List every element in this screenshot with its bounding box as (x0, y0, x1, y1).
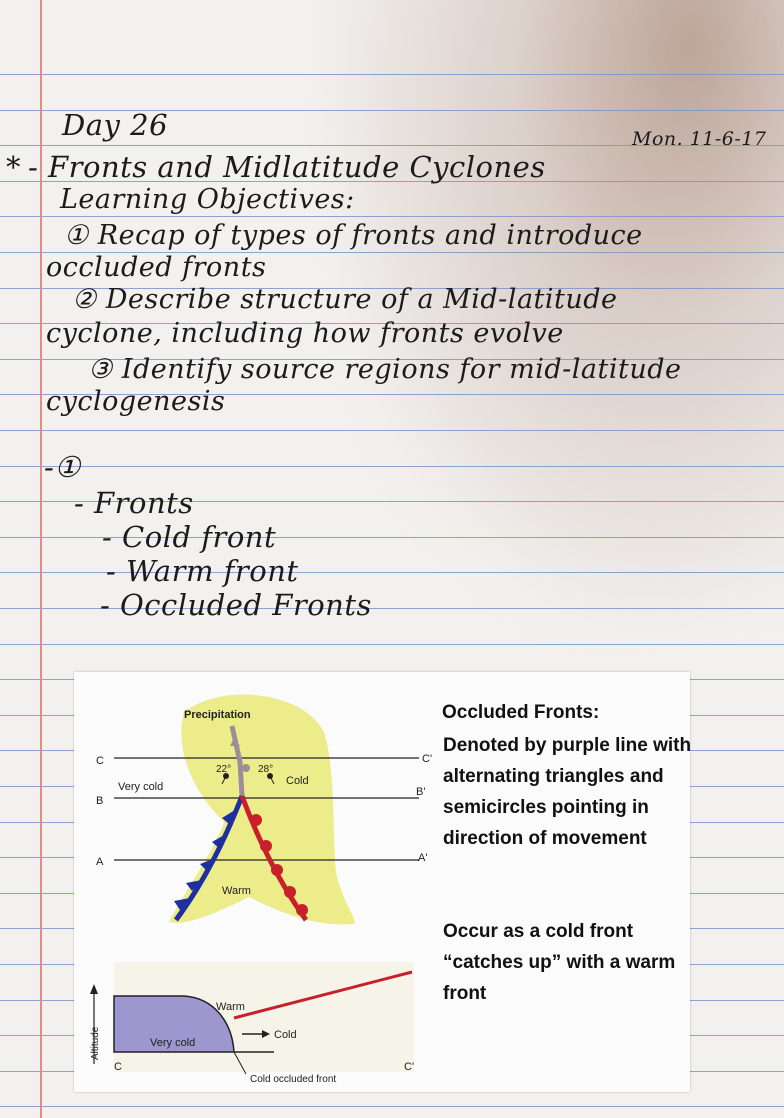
star-mark: * (6, 150, 21, 184)
temp-right-label: 28° (258, 764, 274, 775)
objective-3-line-2: cyclogenesis (46, 386, 226, 417)
occluded-front-label: Cold occluded front (250, 1074, 337, 1085)
section-marker: -① (44, 450, 81, 484)
line-c-prime-label: C' (422, 753, 433, 765)
occlusion-diagram (74, 672, 434, 1092)
very-cold-label: Very cold (118, 781, 164, 793)
fronts-heading: - Fronts (74, 486, 194, 520)
line-a-prime-label: A' (418, 852, 428, 864)
altitude-label: Altitude (90, 1026, 101, 1060)
line-c-label: C (96, 755, 104, 767)
card-title: Occluded Fronts: (442, 702, 600, 723)
section-c-prime-label: C' (404, 1061, 415, 1073)
occluded-fronts-card (74, 672, 690, 1092)
warm-label: Warm (222, 885, 251, 897)
card-description: Denoted by purple line with alternating triangles and semicircles pointing in direction of movement (443, 735, 692, 849)
date-label: Mon. 11-6-17 (632, 128, 767, 150)
card-occurrence: Occur as a cold front “catches up” with a warm front (443, 921, 676, 1004)
objectives-heading: Learning Objectives: (60, 184, 355, 215)
line-b-prime-label: B' (416, 786, 426, 798)
line-b-label: B (96, 795, 104, 807)
fronts-item-occluded: - Occluded Fronts (100, 588, 372, 622)
cold-label: Cold (286, 775, 309, 787)
objective-2-line-1: ② Describe structure of a Mid-latitude (72, 284, 618, 315)
fronts-item-cold: - Cold front (102, 520, 277, 554)
section-warm-label: Warm (216, 1001, 245, 1013)
section-c-label: C (114, 1061, 122, 1073)
temp-left-label: 22° (216, 764, 232, 775)
fronts-item-warm: - Warm front (106, 554, 299, 588)
section-cold-label: Cold (274, 1029, 297, 1041)
objective-2-line-2: cyclone, including how fronts evolve (46, 318, 564, 349)
day-label: Day 26 (62, 108, 169, 142)
objective-1-line-1: ① Recap of types of fronts and introduce (64, 220, 643, 251)
objective-1-line-2: occluded fronts (46, 252, 267, 283)
objective-3-line-1: ③ Identify source regions for mid-latitude (88, 354, 682, 385)
notes-title: - Fronts and Midlatitude Cyclones (28, 150, 546, 184)
section-very-cold-label: Very cold (150, 1037, 196, 1049)
precipitation-label: Precipitation (184, 709, 251, 721)
line-a-label: A (96, 856, 104, 868)
